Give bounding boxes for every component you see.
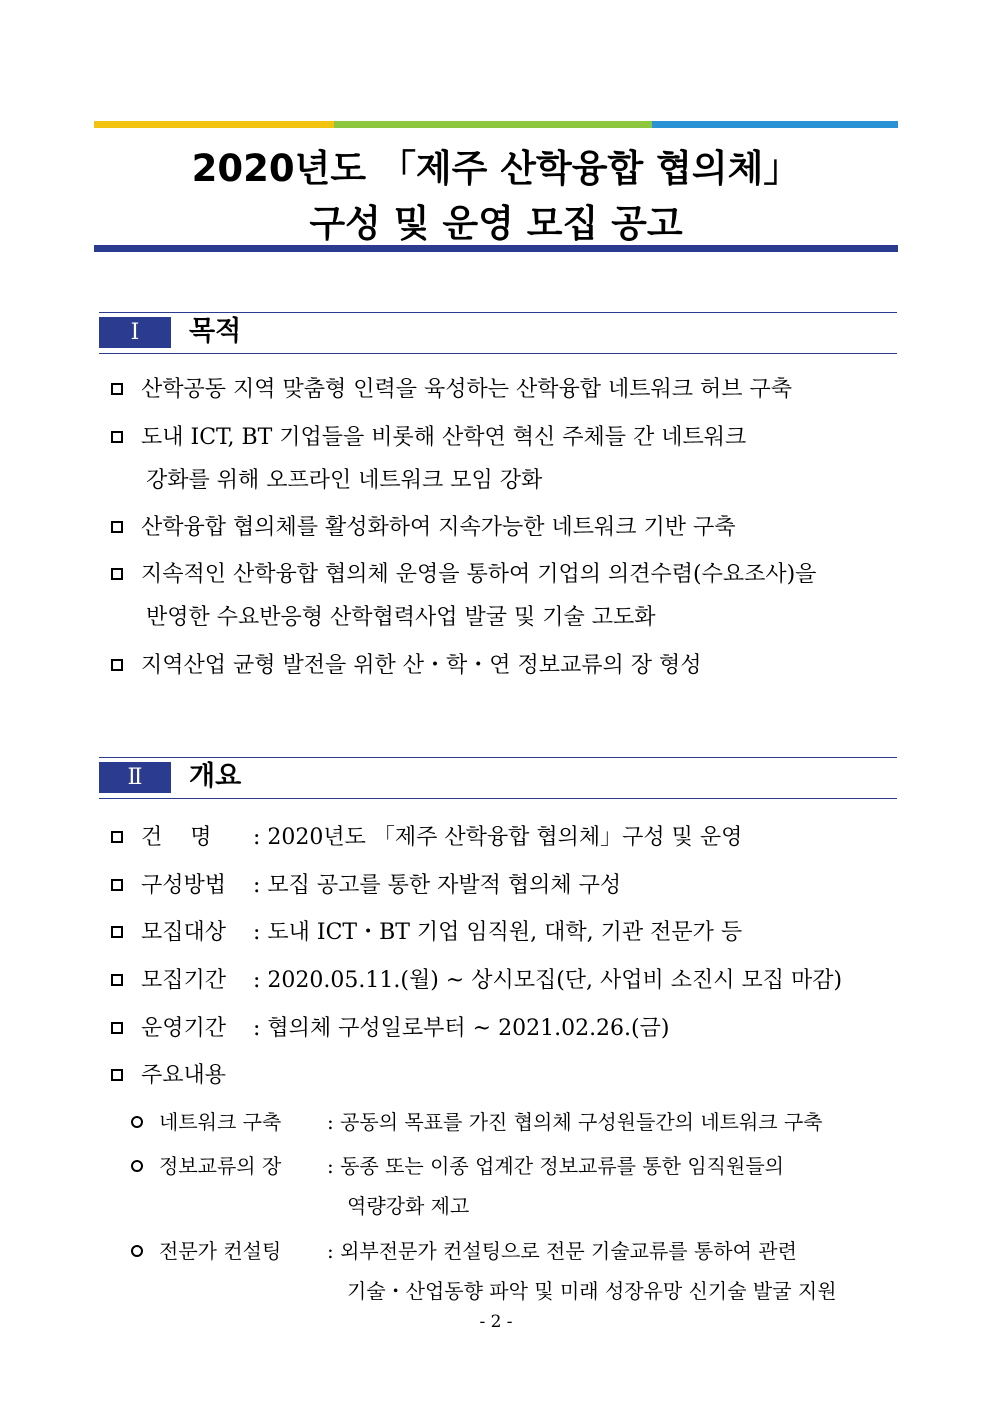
square-bullet-icon (111, 1069, 123, 1081)
bullet-continuation: 반영한 수요반응형 산학협력사업 발굴 및 기술 고도화 (146, 605, 656, 630)
square-bullet-icon (111, 831, 123, 843)
bullet-item: 산학융합 협의체를 활성화하여 지속가능한 네트워크 기반 구축 (111, 513, 736, 543)
section-title: 개요 (189, 761, 242, 792)
page-title-line1: 2020년도 「제주 산학융합 협의체」 (191, 147, 801, 190)
bullet-item: 지속적인 산학융합 협의체 운영을 통하여 기업의 의견수렴(수요조사)을 (111, 560, 816, 590)
square-bullet-icon (111, 974, 123, 986)
bullet-item: 지역산업 균형 발전을 위한 산・학・연 정보교류의 장 형성 (111, 651, 702, 681)
section-title: 목적 (189, 316, 242, 347)
section-number: Ⅱ (99, 762, 171, 793)
bullet-continuation: 강화를 위해 오프라인 네트워크 모임 강화 (146, 468, 543, 493)
overview-item-method: 구성방법 : 모집 공고를 통한 자발적 협의체 구성 (111, 871, 621, 901)
section-header-purpose (99, 312, 897, 354)
overview-item-operation: 운영기간 : 협의체 구성일로부터 ~ 2021.02.26.(금) (111, 1014, 669, 1044)
header-bottom-bar (94, 245, 898, 252)
square-bullet-icon (111, 879, 123, 891)
bullet-item: 도내 ICT, BT 기업들을 비롯해 산학연 혁신 주체들 간 네트워크 (111, 423, 746, 453)
circle-bullet-icon (131, 1116, 143, 1128)
square-bullet-icon (111, 383, 123, 395)
page-title-line2: 구성 및 운영 모집 공고 (309, 202, 683, 245)
page-number: - 2 - (479, 1312, 513, 1332)
sub-item-continuation: 역량강화 제고 (347, 1194, 470, 1218)
square-bullet-icon (111, 568, 123, 580)
color-bar-green (334, 121, 652, 128)
overview-item-name: 건명 : 2020년도 「제주 산학융합 협의체」구성 및 운영 (111, 823, 742, 853)
square-bullet-icon (111, 521, 123, 533)
square-bullet-icon (111, 659, 123, 671)
circle-bullet-icon (131, 1245, 143, 1257)
square-bullet-icon (111, 431, 123, 443)
section-header-overview (99, 757, 897, 799)
circle-bullet-icon (131, 1160, 143, 1172)
overview-item-target: 모집대상 : 도내 ICT・BT 기업 임직원, 대학, 기관 전문가 등 (111, 918, 742, 948)
square-bullet-icon (111, 1022, 123, 1034)
bullet-item: 산학공동 지역 맞춤형 인력을 육성하는 산학융합 네트워크 허브 구축 (111, 375, 792, 405)
color-bar-blue (652, 121, 898, 128)
square-bullet-icon (111, 926, 123, 938)
section-number: Ⅰ (99, 317, 171, 348)
sub-item-continuation: 기술・산업동향 파악 및 미래 성장유망 신기술 발굴 지원 (347, 1279, 837, 1303)
color-bar-yellow (94, 121, 334, 128)
sub-item-network: 네트워크 구축 : 공동의 목표를 가진 협의체 구성원들간의 네트워크 구축 (131, 1108, 823, 1136)
overview-item-period: 모집기간 : 2020.05.11.(월) ~ 상시모집(단, 사업비 소진시 모집 마감) (111, 966, 842, 996)
sub-item-consulting: 전문가 컨설팅 : 외부전문가 컨설팅으로 전문 기술교류를 통하여 관련 (131, 1237, 797, 1265)
overview-item-main-content: 주요내용 (111, 1061, 253, 1091)
header-color-bar (94, 121, 898, 128)
sub-item-exchange: 정보교류의 장 : 동종 또는 이종 업계간 정보교류를 통한 임직원들의 (131, 1152, 784, 1180)
